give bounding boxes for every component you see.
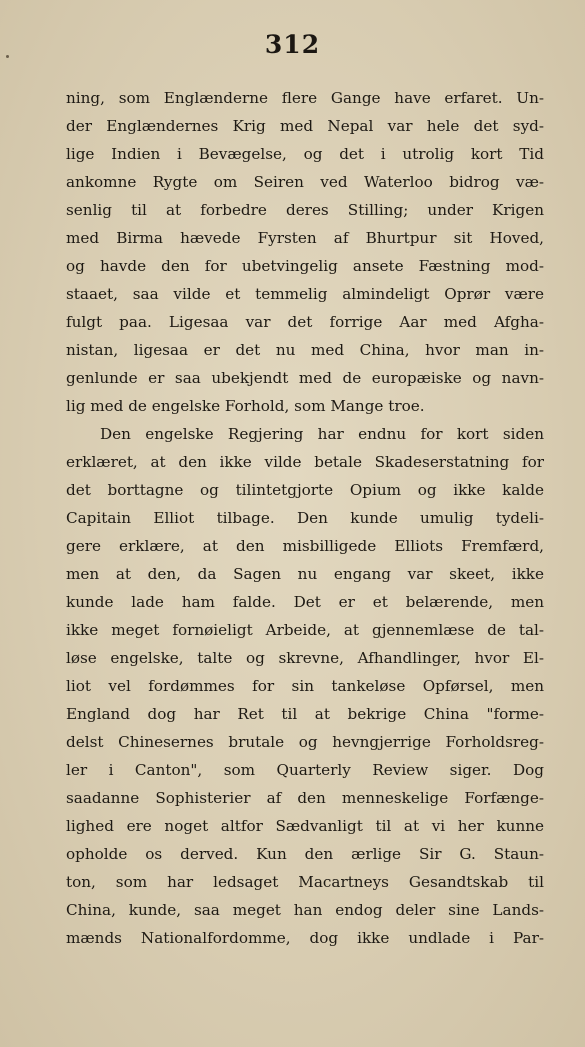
text-line: nistan, ligesaa er det nu med China, hvor man in- <box>66 341 544 359</box>
text-line: men at den, da Sagen nu engang var skeet, ikke <box>66 565 544 583</box>
text-line: ning, som Englænderne flere Gange have erfaret. Un- <box>66 89 544 107</box>
text-line: lige Indien i Bevægelse, og det i utrolig kort Tid <box>66 145 544 163</box>
text-line: Capitain Elliot tilbage. Den kunde umulig tydeli- <box>66 509 544 527</box>
text-line: liot vel fordømmes for sin tankeløse Opførsel, men <box>66 677 544 695</box>
text-line: ankomne Rygte om Seiren ved Waterloo bidrog væ- <box>66 173 544 191</box>
text-line: kunde lade ham falde. Det er et belærende, men <box>66 593 544 611</box>
text-line: det borttagne og tilintetgjorte Opium og ikke kalde <box>66 481 544 499</box>
text-line: saadanne Sophisterier af den menneskelige Forfænge- <box>66 789 544 807</box>
text-line: opholde os derved. Kun den ærlige Sir G. Staun- <box>66 845 544 863</box>
text-line: med Birma hævede Fyrsten af Bhurtpur sit Hoved, <box>66 229 544 247</box>
text-line: China, kunde, saa meget han endog deler sine Lands- <box>66 901 544 919</box>
text-line: senlig til at forbedre deres Stilling; under Krigen <box>66 201 544 219</box>
text-line: genlunde er saa ubekjendt med de europæiske og navn- <box>66 369 544 387</box>
text-line: ler i Canton", som Quarterly Review siger. Dog <box>66 761 544 779</box>
page-number: 312 <box>264 30 321 59</box>
text-line: erklæret, at den ikke vilde betale Skadeserstatning for <box>66 453 544 471</box>
text-line: ton, som har ledsaget Macartneys Gesandtskab til <box>66 873 544 891</box>
text-line: gere erklære, at den misbilligede Elliots Fremfærd, <box>66 537 544 555</box>
text-line: fulgt paa. Ligesaa var det forrige Aar med Afgha- <box>66 313 544 331</box>
text-line: ikke meget fornøieligt Arbeide, at gjennemlæse de tal- <box>66 621 544 639</box>
text-line: Den engelske Regjering har endnu for kort siden <box>100 425 544 443</box>
body-text <box>66 84 544 952</box>
text-line: England dog har Ret til at bekrige China "forme- <box>66 705 544 723</box>
text-line: mænds Nationalfordomme, dog ikke undlade i Par- <box>66 929 544 947</box>
text-line: og havde den for ubetvingelig ansete Fæstning mod- <box>66 257 544 275</box>
text-line: lighed ere noget altfor Sædvanligt til at vi her kunne <box>66 817 544 835</box>
text-line: staaet, saa vilde et temmelig almindeligt Oprør være <box>66 285 544 303</box>
text-line: der Englændernes Krig med Nepal var hele det syd- <box>66 117 544 135</box>
text-line: delst Chinesernes brutale og hevngjerrige Forholdsreg- <box>66 733 544 751</box>
text-line: lig med de engelske Forhold, som Mange troe. <box>66 397 425 415</box>
text-line: løse engelske, talte og skrevne, Afhandlinger, hvor El- <box>66 649 544 667</box>
